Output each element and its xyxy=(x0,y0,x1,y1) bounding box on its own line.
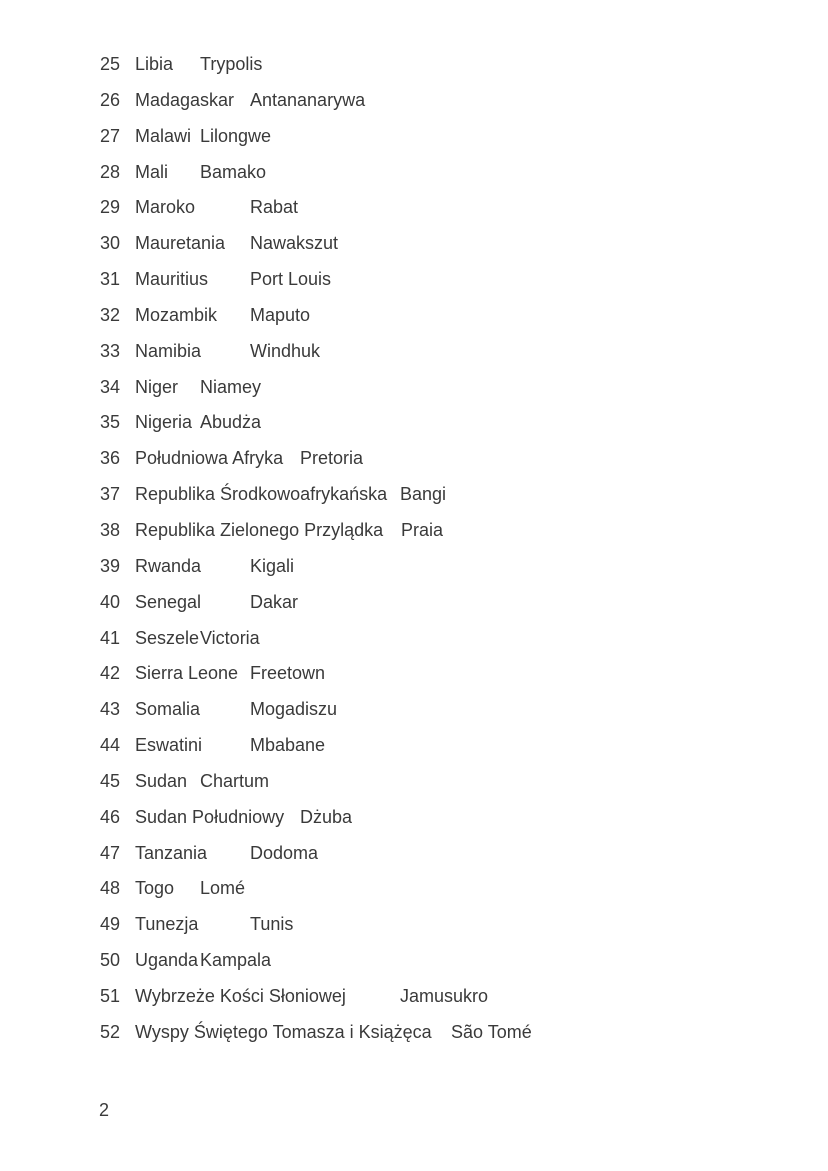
capital-name: Freetown xyxy=(250,663,326,684)
capital-name: Nawakszut xyxy=(250,233,339,254)
country-name: Seszele xyxy=(135,627,200,648)
entry-number: 43 xyxy=(100,699,121,720)
entry-number: 25 xyxy=(100,54,121,74)
entry-number: 42 xyxy=(100,663,121,684)
country-name: Eswatini xyxy=(135,735,203,756)
entry-number: 32 xyxy=(100,304,121,325)
country-name: Mauretania xyxy=(135,233,226,254)
capital-name: Windhuk xyxy=(250,340,321,361)
country-name: Republika Zielonego Przylądka xyxy=(135,519,384,540)
entry-number: 28 xyxy=(100,161,121,182)
country-name: Malawi xyxy=(135,125,192,146)
capital-name: Mogadiszu xyxy=(250,699,338,720)
capital-name: Niamey xyxy=(200,376,262,397)
capital-name: Dżuba xyxy=(300,806,353,827)
country-name: Południowa Afryka xyxy=(135,448,284,469)
entry-number: 29 xyxy=(100,197,121,218)
country-name: Tanzania xyxy=(135,842,208,863)
capital-name: Port Louis xyxy=(250,269,332,290)
entry-number: 33 xyxy=(100,340,121,361)
capital-name: Lilongwe xyxy=(200,125,272,146)
country-name: Mozambik xyxy=(135,304,218,325)
country-name: Rwanda xyxy=(135,555,202,576)
capital-name: Abudża xyxy=(200,412,262,433)
country-name: Senegal xyxy=(135,591,202,612)
entry-number: 36 xyxy=(100,448,121,469)
capital-name: Trypolis xyxy=(200,54,263,74)
country-name: Nigeria xyxy=(135,412,193,433)
capital-name: Bamako xyxy=(200,161,267,182)
capital-name: Dodoma xyxy=(250,842,319,863)
entry-number: 41 xyxy=(100,627,121,648)
entry-number: 48 xyxy=(100,878,121,899)
entry-number: 51 xyxy=(100,985,121,1006)
entry-number: 40 xyxy=(100,591,121,612)
country-name: Namibia xyxy=(135,340,202,361)
entry-number: 34 xyxy=(100,376,121,397)
country-name: Republika Środkowoafrykańska xyxy=(135,484,388,505)
country-name: Sierra Leone xyxy=(135,663,239,684)
capital-name: Victoria xyxy=(200,627,260,648)
capital-name: Mbabane xyxy=(250,735,326,756)
country-name: Uganda xyxy=(135,950,199,971)
entry-number: 30 xyxy=(100,233,121,254)
capital-name: Tunis xyxy=(250,914,294,935)
capital-name: São Tomé xyxy=(451,1021,532,1042)
country-name: Sudan xyxy=(135,770,188,791)
entry-number: 39 xyxy=(100,555,121,576)
entry-number: 26 xyxy=(100,89,121,110)
entry-number: 47 xyxy=(100,842,121,863)
entry-number: 44 xyxy=(100,735,121,756)
entry-number: 52 xyxy=(100,1021,121,1042)
country-name: Somalia xyxy=(135,699,201,720)
country-name: Maroko xyxy=(135,197,196,218)
entry-number: 46 xyxy=(100,806,121,827)
capital-name: Rabat xyxy=(250,197,299,218)
country-name: Madagaskar xyxy=(135,89,235,110)
entry-number: 31 xyxy=(100,269,121,290)
country-name: Wyspy Świętego Tomasza i Książęca xyxy=(135,1021,432,1042)
country-name: Wybrzeże Kości Słoniowej xyxy=(135,985,346,1006)
capital-name: Lomé xyxy=(200,878,246,899)
entry-number: 27 xyxy=(100,125,121,146)
country-name: Togo xyxy=(135,878,175,899)
country-name: Niger xyxy=(135,376,179,397)
capital-name: Dakar xyxy=(250,591,299,612)
page-number: 2 xyxy=(99,1100,110,1120)
capital-name: Pretoria xyxy=(300,448,364,469)
entry-number: 49 xyxy=(100,914,121,935)
capital-name: Kampala xyxy=(200,950,272,971)
capital-name: Chartum xyxy=(200,770,270,791)
capital-name: Bangi xyxy=(400,484,447,505)
country-name: Libia xyxy=(135,54,174,74)
country-name: Sudan Południowy xyxy=(135,806,285,827)
capital-name: Jamusukro xyxy=(400,985,489,1006)
entry-number: 45 xyxy=(100,770,121,791)
entry-number: 38 xyxy=(100,519,121,540)
entry-number: 50 xyxy=(100,950,121,971)
entry-number: 37 xyxy=(100,484,121,505)
capital-name: Antananarywa xyxy=(250,89,366,110)
capital-name: Kigali xyxy=(250,555,295,576)
country-name: Tunezja xyxy=(135,914,199,935)
country-name: Mali xyxy=(135,161,169,182)
entry-number: 35 xyxy=(100,412,121,433)
country-name: Mauritius xyxy=(135,269,209,290)
capital-name: Maputo xyxy=(250,304,311,325)
capital-name: Praia xyxy=(401,519,444,540)
